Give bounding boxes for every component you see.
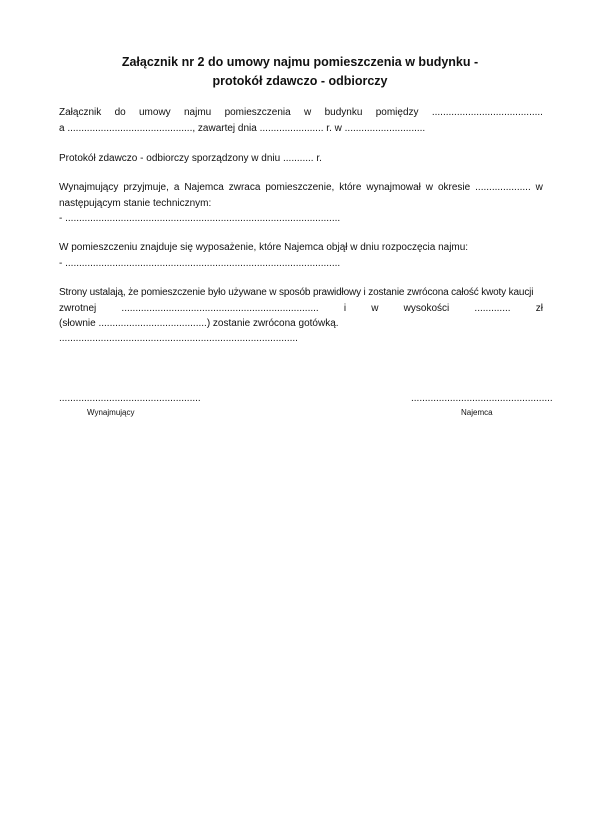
paragraph-2: Protokół zdawczo - odbiorczy sporządzony w dniu ........... r. [59, 153, 322, 164]
signature-label-landlord: Wynajmujący [87, 408, 135, 417]
paragraph-5-line-1: Strony ustalają, że pomieszczenie było używane w sposób prawidłowy i zostanie zwrócona całość kwoty kaucji [59, 287, 534, 298]
paragraph-3-line-2: następującym stanie technicznym: [59, 198, 212, 209]
paragraph-5-line-3: (słownie .......................................) zostanie zwrócona gotówką. [59, 318, 339, 329]
signature-label-tenant: Najemca [461, 408, 493, 417]
paragraph-1-line-1: Załącznik do umowy najmu pomieszczenia w budynku pomiędzy ........................................ [59, 107, 543, 118]
document-title-line-2: protokół zdawczo - odbiorczy [212, 74, 388, 88]
signature-line-tenant: ................................................... [411, 393, 553, 404]
paragraph-4-line-1: W pomieszczeniu znajduje się wyposażenie, które Najemca objął w dniu rozpoczęcia najmu: [59, 242, 469, 253]
paragraph-5-line-4: ...................................................................................... [59, 333, 298, 344]
document-title-line-1: Załącznik nr 2 do umowy najmu pomieszczenia w budynku - [121, 55, 479, 69]
paragraph-1-line-2: a ............................................., zawartej dnia ....................... r. w ............................. [59, 123, 426, 134]
paragraph-4-line-2: - ................................................................................................... [59, 258, 341, 269]
signature-line-landlord: ................................................... [59, 393, 201, 404]
paragraph-3-line-3: - ................................................................................................... [59, 213, 341, 224]
paragraph-3-line-1: Wynajmujący przyjmuje, a Najemca zwraca pomieszczenie, które wynajmował w okresie .................... w [59, 182, 543, 193]
paragraph-5-line-2: zwrotnej ....................................................................... i w wysokości ............. zł [59, 303, 543, 314]
